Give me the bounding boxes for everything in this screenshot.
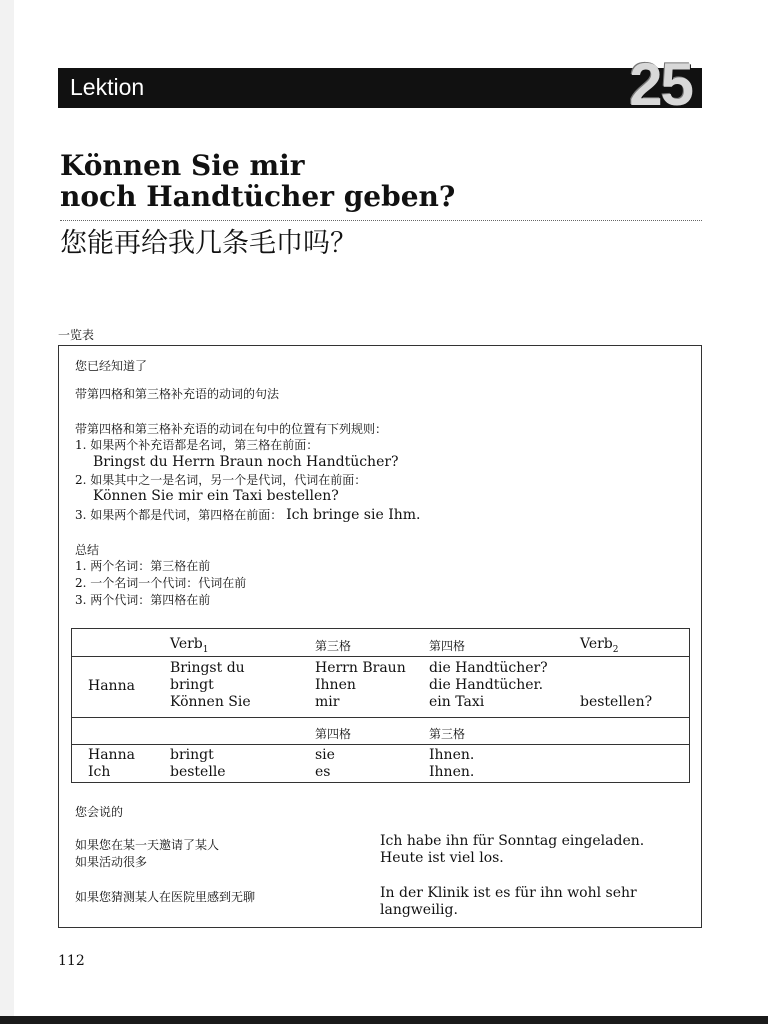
verb2-label: Verb (580, 636, 613, 652)
col-header-dative: 第三格 (315, 639, 352, 653)
table-cell: Hanna (88, 747, 135, 763)
german-title-line-2: noch Handtücher geben? (60, 180, 456, 213)
rule-1 (75, 437, 318, 453)
known-heading: 您已经知道了 (75, 359, 148, 373)
rule-text: 如果其中之一是名词，另一个是代词，代词在前面： (90, 473, 367, 487)
verb1-label: Verb (170, 636, 203, 652)
word-order-table (71, 628, 690, 783)
table-cell: ein Taxi (429, 694, 485, 710)
rule-number: 3. (75, 508, 87, 522)
lektion-label: Lektion (70, 74, 145, 100)
phrase-1-de-1: Ich habe ihn für Sonntag eingeladen. (380, 833, 645, 849)
table-cell: bringt (170, 677, 214, 693)
summary-heading: 总结 (75, 543, 100, 557)
page-number: 112 (58, 953, 85, 969)
phrase-2-de-2: langweilig. (380, 902, 458, 918)
phrase-1-de-2: Heute ist viel los. (380, 850, 504, 866)
table-cell: bestelle (170, 764, 226, 780)
verb1-subscript: 1 (202, 644, 209, 655)
can-say-heading: 您会说的 (75, 805, 124, 819)
summary-item (75, 575, 246, 591)
summary-text: 两个代词：第四格在前 (90, 593, 211, 607)
table-cell: die Handtücher? (429, 660, 548, 676)
table-cell: bestellen? (580, 694, 653, 710)
title-divider (60, 220, 702, 221)
rule-text: 如果两个都是代词，第四格在前面： (90, 508, 283, 522)
table-cell: die Handtücher. (429, 677, 544, 693)
summary-item (75, 558, 210, 574)
lesson-number: 25 (629, 51, 692, 118)
col-header-dative-2: 第三格 (429, 727, 466, 741)
german-title-line-1: Können Sie mir (60, 149, 305, 182)
table-cell: Können Sie (170, 694, 251, 710)
table-cell: es (315, 764, 331, 780)
summary-number: 2. (75, 576, 87, 590)
summary-text: 一个名词一个代词：代词在前 (90, 576, 247, 590)
table-rule (72, 744, 689, 745)
rule-number: 1. (75, 438, 87, 452)
rule-3-example: Ich bringe sie Ihm. (286, 507, 421, 523)
summary-number: 1. (75, 559, 87, 573)
table-cell: Bringst du (170, 660, 245, 676)
table-cell: bringt (170, 747, 214, 763)
scan-border (0, 1016, 768, 1024)
overview-label: 一览表 (58, 328, 95, 342)
table-cell: Ihnen (315, 677, 356, 693)
table-cell: mir (315, 694, 340, 710)
table-cell: Ihnen. (429, 764, 475, 780)
table-rule (72, 656, 689, 657)
rule-1-example: Bringst du Herrn Braun noch Handtücher? (93, 454, 399, 470)
summary-text: 两个名词：第三格在前 (90, 559, 211, 573)
rule-intro: 带第四格和第三格补充语的动词在句中的位置有下列规则： (75, 422, 388, 436)
rule-3 (75, 507, 420, 523)
col-header-accusative: 第四格 (429, 639, 466, 653)
summary-number: 3. (75, 593, 87, 607)
german-title (60, 150, 455, 212)
table-cell: Herrn Braun (315, 660, 406, 676)
phrase-1-zh-1: 如果您在某一天邀请了某人 (75, 838, 220, 852)
verb2-subscript: 2 (612, 644, 619, 655)
phrase-1-zh-2: 如果活动很多 (75, 855, 148, 869)
phrase-2-de-1: In der Klinik ist es für ihn wohl sehr (380, 885, 637, 901)
page-edge (0, 0, 14, 1024)
rule-2-example: Können Sie mir ein Taxi bestellen? (93, 488, 339, 504)
phrase-2-zh-1: 如果您猜测某人在医院里感到无聊 (75, 890, 256, 904)
rule-2 (75, 472, 366, 488)
rule-text: 如果两个补充语都是名词，第三格在前面： (90, 438, 319, 452)
col-header-accusative-2: 第四格 (315, 727, 352, 741)
summary-item (75, 592, 210, 608)
table-cell: Ich (88, 764, 111, 780)
table-cell: sie (315, 747, 335, 763)
chinese-title: 您能再给我几条毛巾吗？ (60, 228, 357, 259)
lesson-banner (58, 51, 702, 118)
table-cell: Ihnen. (429, 747, 475, 763)
row-subject: Hanna (88, 678, 135, 694)
table-rule (72, 717, 689, 718)
rule-number: 2. (75, 473, 87, 487)
topic-heading: 带第四格和第三格补充语的动词的句法 (75, 387, 280, 401)
